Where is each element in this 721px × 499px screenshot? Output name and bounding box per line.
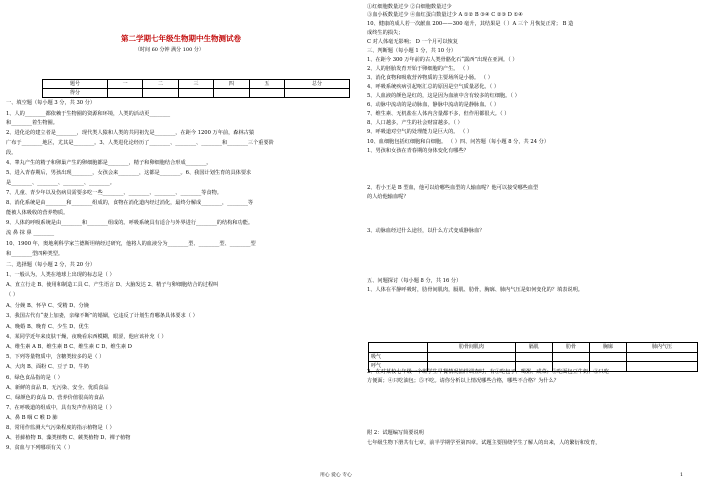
question-line: 10、1900 年，奥地利科学家兰德斯坦纳经过研究，他将人的血液分为________型、________型、________型 [6, 241, 256, 247]
score-cell [285, 89, 350, 98]
score-header-cell: 四 [214, 80, 249, 89]
question-line: A、鼻 B 咽 C 喉 D 肺 [6, 415, 58, 421]
breathing-cell [627, 362, 698, 372]
score-cell [107, 89, 142, 98]
breathing-header-cell: 膈肌 [515, 343, 552, 353]
score-header-cell: 五 [249, 80, 284, 89]
question-line: 7、维生素、无机盐在人体内含量都不多，但作用都很大。（ ） [367, 111, 510, 117]
question-line: 10、健康的成人若一次献血 200——300 毫升，其结果是（ ）A 三个 月恢复正常； B 造 [367, 21, 574, 27]
question-line: 4、睾丸产生的精子和卵巢产生的卵细胞都是________，精子和卵细胞结合形成________。 [6, 160, 212, 166]
score-header-cell: 三 [178, 80, 213, 89]
score-header-cell: 一 [107, 80, 142, 89]
question-line: 7、在呼吸道的组成中，具有发声作用的是（ ） [6, 405, 115, 411]
breathing-header-cell [369, 343, 428, 353]
question-line: （ ） [6, 292, 19, 298]
breathing-header-cell: 肋骨间肌肉 [428, 343, 516, 353]
score-cell [214, 89, 249, 98]
breathing-cell [428, 352, 516, 362]
question-line: 4、呼吸系统疾病引起呕汇总的原因是空气质量恶化。（ ） [367, 84, 500, 90]
question-line: 1、在距今 300 万年前的古人类骨骼化石“露西”出现在亚洲。（ ） [367, 57, 518, 63]
question-line: 8、常用作监测大气污染程度的指示植物是（ ） [6, 425, 115, 431]
breathing-cell [627, 352, 698, 362]
question-line: 9、人体的呼吸系统是由________和________组成的。呼吸系统具有适合与外界进行________的结构和功能。 [6, 220, 254, 226]
question-line: A、大肉 B、面粉 C、豆子 D、牛奶 [6, 364, 89, 370]
question-line: 2、若小王是 B 型血，他可以给哪些血型的人输血呢？他可以接受哪些血型 [367, 185, 539, 191]
question-line: 2、在对某校七年级一个班学生早餐情况抽样调查时，有①吃包子、喝粥、咸菜；②吃面包豆牛奶；③只吃 [367, 369, 609, 375]
question-line: A、直立行走 B、使用和制造工具 C、产生语言 D、大脑发达 2、精子与卵细胞结合的过程叫 [6, 282, 219, 288]
question-line: 8、消化系统是由________和________组成的，食物在消化道内经过消化，最终分解成________，________等 [6, 200, 254, 206]
question-line: ①红细胞数量过少 ②白细胞数量过少 [367, 4, 452, 10]
score-cell [249, 89, 284, 98]
score-header-cell: 总分 [285, 80, 350, 89]
score-table-header-row [43, 80, 350, 89]
question-line: 成终生的损失； [367, 30, 404, 36]
question-line: 1、一般认为，人类在地球上出现的标志是（ ） [6, 272, 115, 278]
question-line: 9、贫血与下列哪项有关（ ） [6, 445, 74, 451]
question-line: 2、进化论的建立者是________，现代类人猿和人类的共同祖先是________，在距今 1200 万年前，森林古猿 [6, 130, 255, 136]
question-line: 和________型四种类型。 [6, 251, 64, 257]
breathing-row-label: 呼气 [369, 362, 428, 372]
page-number: 1 [680, 473, 684, 478]
question-line: 的人给他输血呢？ [367, 194, 409, 200]
question-line: 和________着生物圈。 [6, 120, 58, 126]
question-line: 5、下列等量物质中，含糖类较多的是（ ） [6, 354, 105, 360]
question-line: C、绿颜色的食品 D、营养价值很高的食品 [6, 395, 104, 401]
question-line: A、晚婚 B、晚育 C、少生 D、优生 [6, 324, 89, 330]
question-line: A、苔藓植物 B、藻类植物 C、蕨类植物 D、裸子植物 [6, 435, 131, 441]
page-footer: 用心 爱心 专心 [320, 473, 352, 478]
question-line: A、新鲜的食品 B、无污染、安全、优质食品 [6, 385, 109, 391]
question-line: 3、动脉血经过什么途径，以什么方式变成静脉血？ [367, 228, 485, 234]
question-line: 3、消化食物和吸收营养物质的主要场所是小肠。 （ ） [367, 75, 493, 81]
question-line: 8、人口越多，产生的社会财富越多。（ ） [367, 120, 463, 126]
breathing-header-cell: 胸廓 [589, 343, 626, 353]
question-line: 3、我国古代有“妻上加妻，亲缘不断”的婚姻，它违反了计划生育哪条具体要求（ ） [6, 313, 198, 319]
question-line: C 对人体毫无影响； D 一个月可以恢复 [367, 39, 458, 45]
score-cell [178, 89, 213, 98]
question-line: 广布于________地区，尤其是________。3、人类进化论经历了________、________、________和________三个重要阶 [6, 140, 274, 146]
question-line: 10、血细胞包括红细胞和白细胞。 （ ）四、问答题（每小题 8 分，共 24 分） [367, 139, 550, 145]
question-line: 是________、________、________、________。 [6, 180, 115, 186]
breathing-table-header-row [369, 343, 698, 353]
question-line: ③血小板数量过少 ④血红蛋白数量过少 A ①② B ③④ C ②③ D ①④ [367, 12, 523, 18]
question-line: 9、呼吸道对空气的处理能力是巨大的。 （ ） [367, 129, 473, 135]
question-line: 6、动脉中流动的是动脉血，静脉中流动的是静脉血。（ ） [367, 102, 500, 108]
score-row-label: 得分 [43, 89, 108, 98]
question-line: 4、某同学近年来皮肤干燥，夜晚看东西模糊，眼涩，他应该补充（ ） [6, 334, 167, 340]
question-line: 7、儿童、青少年以及伤病员需要多吃一些________、________、________、________等食物。 [6, 190, 222, 196]
question-line: 一、填空题（每小题 3 分，共 30 分） [6, 100, 96, 106]
question-line: 七年级生物下册共有七章，前半学期学至第四章。试题主要围绕学生了解人的出来，人的繁衍和发育， [367, 440, 601, 446]
question-line: 2、人的胚胎发育开始于卵细胞的产生。 （ ） [367, 66, 473, 72]
question-line: 6、绿色食品指的是（ ） [6, 375, 63, 381]
score-table [42, 79, 350, 98]
breathing-cell [589, 352, 626, 362]
breathing-header-cell: 肺内气压 [627, 343, 698, 353]
question-line: 5、进入青春期后，男孩出现________，女孩会来________，这都是________。6、我国计划生育的具体要求 [6, 170, 252, 176]
score-cell [143, 89, 178, 98]
score-table-row [43, 89, 350, 98]
score-header-cell: 题号 [43, 80, 108, 89]
question-line: 1、男孩和女孩在青春期的身体变化有哪些？ [367, 148, 469, 154]
score-header-cell: 二 [143, 80, 178, 89]
exam-subtitle: （时间 60 分钟 满分 100 分） [135, 47, 204, 53]
breathing-cell [552, 352, 589, 362]
question-line: 5、人血液的颜色是红的，这是因为血液中含有较多的红细胞。（ ） [367, 93, 520, 99]
question-line: 1、人体在平静呼吸时，肋骨间肌肉，膈肌、肋骨，胸廓、肺内气压是如何变化的？填表说明。 [367, 287, 583, 293]
question-line: 段。 [6, 150, 17, 156]
breathing-row-label: 吸气 [369, 352, 428, 362]
breathing-table [368, 342, 698, 372]
question-line: A、维生素 A B、维生素 B C、维生素 C D、维生素 D [6, 344, 132, 350]
question-line: 附 2：试题编写简要说明 [367, 430, 424, 436]
breathing-header-cell: 肋骨 [552, 343, 589, 353]
breathing-table-row [369, 352, 698, 362]
page-title: 第二学期七年级生物期中生物测试卷 [121, 34, 241, 43]
question-line: 二、选择题（每小题 2 分，共 20 分） [6, 262, 96, 268]
question-line: 1、人的________都依赖于生物圈的资源和环境，人类的活动更________ [6, 111, 171, 117]
question-line: 方便面；④只吃油包；⑤不吃。请你分析以上情况哪些合格，哪些不合格？为什么？ [367, 378, 559, 384]
question-line: 三、判断题（每小题 1 分，共 10 分） [367, 48, 457, 54]
question-line: 五、问题探讨（每小题 8 分，共 16 分） [367, 278, 462, 284]
question-line: A、分娩 B、怀孕 C、受精 D、分娩 [6, 303, 89, 309]
question-line: 流 鼻 抹 鼻 ________ [6, 230, 55, 236]
question-line: 能被人体吸收的营养物质。 [6, 210, 69, 216]
breathing-cell [515, 352, 552, 362]
